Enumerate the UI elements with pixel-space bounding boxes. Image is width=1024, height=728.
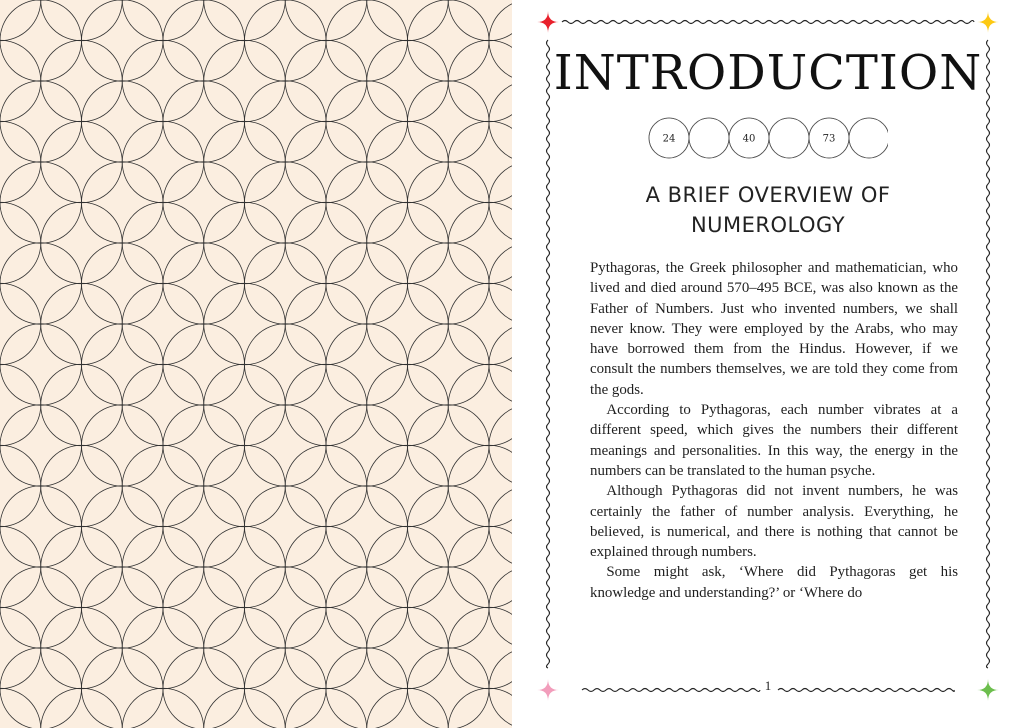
pattern-disc [327,324,408,405]
section-heading-line-2: NUMEROLOGY [690,213,846,237]
pattern-disc [82,567,163,648]
badge-number: 40 [742,133,756,145]
section-heading [572,180,964,240]
number-badge [809,118,849,158]
pattern-disc [245,243,326,324]
pattern-disc [245,405,326,486]
number-badge [649,118,689,158]
pattern-disc [164,324,245,405]
text-page [512,0,1024,728]
paragraph: Although Pythagoras did not invent numbers, he was certainly the father of number analysis. Everything, he believed, is numerical, and there is nothing that cannot be explained through numbers. [590,483,958,561]
pattern-disc [327,486,408,567]
pattern-disc [164,648,245,728]
pattern-disc [245,567,326,648]
pattern-disc [408,81,489,162]
number-badge [849,118,888,158]
pattern-disc [1,648,82,728]
pattern-disc [164,486,245,567]
pattern-disc [164,0,245,81]
pattern-disc [327,162,408,243]
pattern-disc [245,81,326,162]
number-badge [689,118,729,158]
pattern-disc [1,162,82,243]
pattern-disc [327,648,408,728]
pattern-disc [82,405,163,486]
pattern-disc [1,324,82,405]
section-heading-line-1: A BRIEF OVERVIEW OF [645,183,891,207]
corner-star-icon [537,11,559,33]
page-number: 1 [764,678,772,693]
paragraph: According to Pythagoras, each number vibrates at a different speed, which gives the numbers their different meanings and personalities. In this way, the energy in the numbers can be translated to the human psyche. [590,402,958,479]
pattern-disc [408,243,489,324]
body-text [590,258,958,603]
pattern-disc [408,405,489,486]
pattern-disc [82,81,163,162]
paragraph: Some might ask, ‘Where did Pythagoras get his knowledge and understanding?’ or ‘Where do [590,564,958,601]
pattern-disc [327,0,408,81]
badge-number: 73 [822,133,836,145]
pattern-disc [1,0,82,81]
number-badge [729,118,769,158]
pattern-disc [1,486,82,567]
pattern-disc [164,162,245,243]
corner-star-icon [977,11,999,33]
pattern-disc [408,567,489,648]
badge-number: 24 [662,133,676,145]
number-badge-row [648,115,888,161]
number-badge [769,118,809,158]
paragraph: Pythagoras, the Greek philosopher and mathematician, who lived and died around 570–495 BCE, was also known as the Father of Numbers. Just who invented numbers, we shall never know. They were employed by the Arabs, who may have borrowed them from the Hindus. However, if we consult the numbers themselves, we are told they come from the gods. [590,260,958,398]
pattern-disc [82,243,163,324]
page-title: INTRODUCTION [553,45,983,101]
